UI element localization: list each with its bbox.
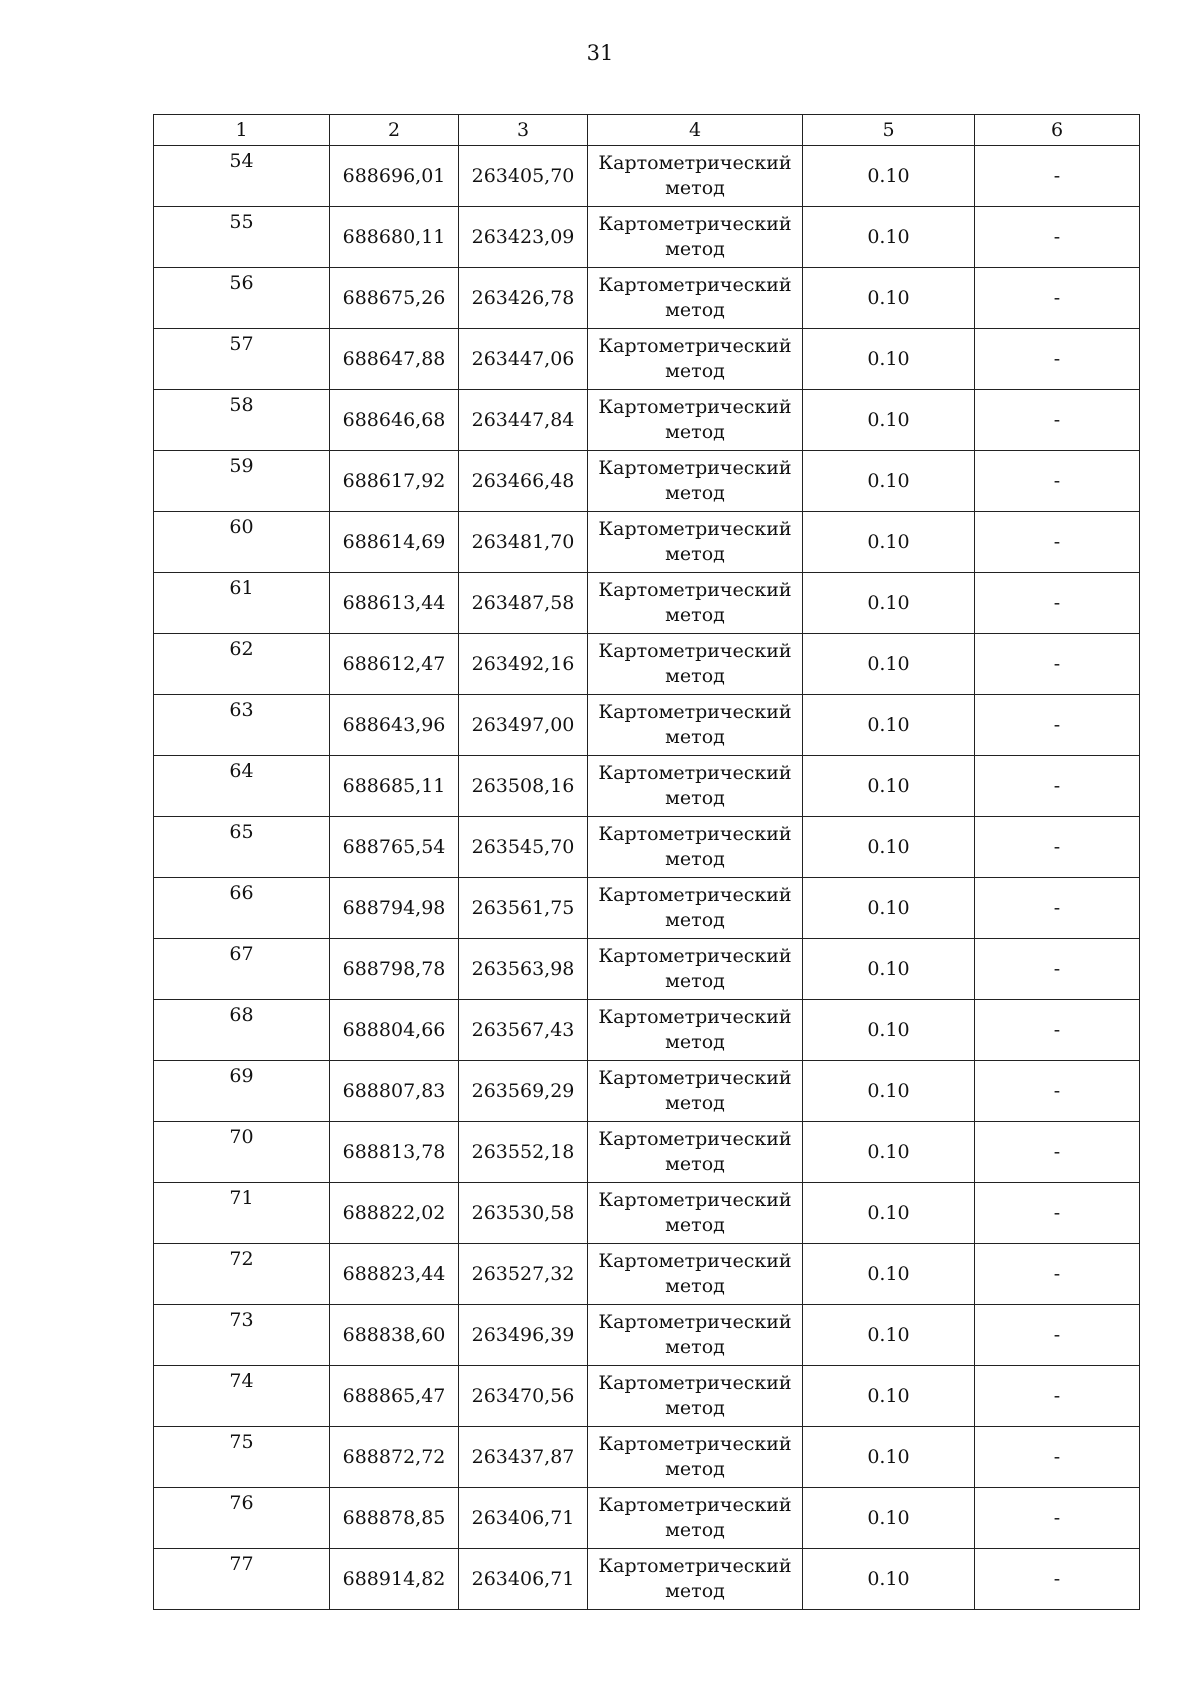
y-coordinate-cell: 263481,70 [459, 512, 588, 573]
coordinates-table [153, 114, 1140, 1610]
table-row [154, 939, 1140, 1000]
point-number-cell: 58 [154, 390, 330, 451]
accuracy-cell: 0.10 [803, 1427, 975, 1488]
x-coordinate-cell: 688813,78 [330, 1122, 459, 1183]
point-number-cell: 64 [154, 756, 330, 817]
method-cell [588, 878, 803, 939]
method-cell [588, 695, 803, 756]
point-number-cell: 60 [154, 512, 330, 573]
x-coordinate-cell: 688878,85 [330, 1488, 459, 1549]
x-coordinate-cell: 688696,01 [330, 146, 459, 207]
y-coordinate-cell: 263492,16 [459, 634, 588, 695]
note-cell: - [975, 756, 1140, 817]
x-coordinate-cell: 688617,92 [330, 451, 459, 512]
y-coordinate-cell: 263405,70 [459, 146, 588, 207]
table-body [154, 146, 1140, 1610]
y-coordinate-cell: 263545,70 [459, 817, 588, 878]
method-cell [588, 451, 803, 512]
table-row [154, 1061, 1140, 1122]
header-row [154, 115, 1140, 146]
y-coordinate-cell: 263569,29 [459, 1061, 588, 1122]
method-cell [588, 512, 803, 573]
method-text-line: Картометрический [598, 1250, 792, 1272]
method-text-line: Картометрический [598, 1433, 792, 1455]
note-cell: - [975, 817, 1140, 878]
method-text-line: Картометрический [598, 640, 792, 662]
header-cell: 4 [588, 115, 803, 146]
method-text-line: метод [665, 1336, 725, 1358]
y-coordinate-cell: 263447,84 [459, 390, 588, 451]
method-text-line: метод [665, 360, 725, 382]
y-coordinate-cell: 263423,09 [459, 207, 588, 268]
accuracy-cell: 0.10 [803, 1244, 975, 1305]
method-cell [588, 573, 803, 634]
method-text-line: метод [665, 1397, 725, 1419]
method-text-line: метод [665, 787, 725, 809]
method-text-line: Картометрический [598, 1128, 792, 1150]
method-text-line: метод [665, 177, 725, 199]
method-text-line: Картометрический [598, 335, 792, 357]
method-text-line: Картометрический [598, 274, 792, 296]
point-number-cell: 69 [154, 1061, 330, 1122]
point-number-cell: 76 [154, 1488, 330, 1549]
y-coordinate-cell: 263406,71 [459, 1549, 588, 1610]
method-text-line: Картометрический [598, 152, 792, 174]
x-coordinate-cell: 688613,44 [330, 573, 459, 634]
accuracy-cell: 0.10 [803, 207, 975, 268]
table-row [154, 451, 1140, 512]
accuracy-cell: 0.10 [803, 1061, 975, 1122]
method-text-line: метод [665, 726, 725, 748]
table-row [154, 329, 1140, 390]
accuracy-cell: 0.10 [803, 268, 975, 329]
y-coordinate-cell: 263437,87 [459, 1427, 588, 1488]
accuracy-cell: 0.10 [803, 1549, 975, 1610]
method-cell [588, 207, 803, 268]
table-row [154, 817, 1140, 878]
x-coordinate-cell: 688765,54 [330, 817, 459, 878]
header-cell: 2 [330, 115, 459, 146]
note-cell: - [975, 1366, 1140, 1427]
note-cell: - [975, 329, 1140, 390]
method-text-line: метод [665, 543, 725, 565]
method-cell [588, 939, 803, 1000]
table-row [154, 146, 1140, 207]
note-cell: - [975, 390, 1140, 451]
method-text-line: Картометрический [598, 1006, 792, 1028]
note-cell: - [975, 939, 1140, 1000]
x-coordinate-cell: 688647,88 [330, 329, 459, 390]
accuracy-cell: 0.10 [803, 451, 975, 512]
method-cell [588, 1183, 803, 1244]
accuracy-cell: 0.10 [803, 1000, 975, 1061]
method-cell [588, 817, 803, 878]
table-row [154, 1488, 1140, 1549]
header-cell: 3 [459, 115, 588, 146]
y-coordinate-cell: 263567,43 [459, 1000, 588, 1061]
table-row [154, 573, 1140, 634]
note-cell: - [975, 512, 1140, 573]
method-cell [588, 268, 803, 329]
x-coordinate-cell: 688794,98 [330, 878, 459, 939]
accuracy-cell: 0.10 [803, 390, 975, 451]
method-text-line: метод [665, 1214, 725, 1236]
y-coordinate-cell: 263563,98 [459, 939, 588, 1000]
y-coordinate-cell: 263552,18 [459, 1122, 588, 1183]
accuracy-cell: 0.10 [803, 329, 975, 390]
table-row [154, 1183, 1140, 1244]
x-coordinate-cell: 688643,96 [330, 695, 459, 756]
y-coordinate-cell: 263447,06 [459, 329, 588, 390]
method-text-line: Картометрический [598, 823, 792, 845]
header-cell: 5 [803, 115, 975, 146]
accuracy-cell: 0.10 [803, 512, 975, 573]
method-cell [588, 1244, 803, 1305]
point-number-cell: 75 [154, 1427, 330, 1488]
note-cell: - [975, 1549, 1140, 1610]
point-number-cell: 74 [154, 1366, 330, 1427]
table-row [154, 390, 1140, 451]
note-cell: - [975, 1244, 1140, 1305]
point-number-cell: 65 [154, 817, 330, 878]
accuracy-cell: 0.10 [803, 146, 975, 207]
method-cell [588, 1549, 803, 1610]
point-number-cell: 54 [154, 146, 330, 207]
point-number-cell: 73 [154, 1305, 330, 1366]
method-text-line: метод [665, 665, 725, 687]
x-coordinate-cell: 688823,44 [330, 1244, 459, 1305]
table-row [154, 1549, 1140, 1610]
table-header [154, 115, 1140, 146]
method-text-line: метод [665, 1031, 725, 1053]
method-text-line: метод [665, 299, 725, 321]
method-text-line: Картометрический [598, 579, 792, 601]
x-coordinate-cell: 688822,02 [330, 1183, 459, 1244]
accuracy-cell: 0.10 [803, 695, 975, 756]
accuracy-cell: 0.10 [803, 939, 975, 1000]
method-cell [588, 1305, 803, 1366]
note-cell: - [975, 1305, 1140, 1366]
accuracy-cell: 0.10 [803, 573, 975, 634]
method-text-line: метод [665, 1458, 725, 1480]
method-text-line: Картометрический [598, 1311, 792, 1333]
table-row [154, 1366, 1140, 1427]
y-coordinate-cell: 263527,32 [459, 1244, 588, 1305]
method-text-line: Картометрический [598, 396, 792, 418]
point-number-cell: 61 [154, 573, 330, 634]
x-coordinate-cell: 688914,82 [330, 1549, 459, 1610]
y-coordinate-cell: 263406,71 [459, 1488, 588, 1549]
table-row [154, 878, 1140, 939]
accuracy-cell: 0.10 [803, 878, 975, 939]
method-cell [588, 1122, 803, 1183]
x-coordinate-cell: 688646,68 [330, 390, 459, 451]
point-number-cell: 67 [154, 939, 330, 1000]
accuracy-cell: 0.10 [803, 1122, 975, 1183]
accuracy-cell: 0.10 [803, 1366, 975, 1427]
table-row [154, 1122, 1140, 1183]
point-number-cell: 63 [154, 695, 330, 756]
table-row [154, 207, 1140, 268]
point-number-cell: 71 [154, 1183, 330, 1244]
method-cell [588, 1061, 803, 1122]
table-row [154, 512, 1140, 573]
accuracy-cell: 0.10 [803, 1488, 975, 1549]
point-number-cell: 77 [154, 1549, 330, 1610]
point-number-cell: 55 [154, 207, 330, 268]
method-cell [588, 146, 803, 207]
method-text-line: метод [665, 238, 725, 260]
note-cell: - [975, 878, 1140, 939]
method-cell [588, 634, 803, 695]
x-coordinate-cell: 688807,83 [330, 1061, 459, 1122]
table-row [154, 1000, 1140, 1061]
point-number-cell: 66 [154, 878, 330, 939]
method-cell [588, 1488, 803, 1549]
method-cell [588, 329, 803, 390]
method-text-line: Картометрический [598, 945, 792, 967]
note-cell: - [975, 207, 1140, 268]
y-coordinate-cell: 263508,16 [459, 756, 588, 817]
note-cell: - [975, 634, 1140, 695]
y-coordinate-cell: 263497,00 [459, 695, 588, 756]
note-cell: - [975, 1061, 1140, 1122]
y-coordinate-cell: 263470,56 [459, 1366, 588, 1427]
x-coordinate-cell: 688680,11 [330, 207, 459, 268]
point-number-cell: 68 [154, 1000, 330, 1061]
method-text-line: Картометрический [598, 884, 792, 906]
method-text-line: Картометрический [598, 1494, 792, 1516]
method-text-line: метод [665, 1580, 725, 1602]
y-coordinate-cell: 263496,39 [459, 1305, 588, 1366]
point-number-cell: 57 [154, 329, 330, 390]
header-cell: 6 [975, 115, 1140, 146]
x-coordinate-cell: 688685,11 [330, 756, 459, 817]
method-cell [588, 756, 803, 817]
note-cell: - [975, 1427, 1140, 1488]
accuracy-cell: 0.10 [803, 1183, 975, 1244]
point-number-cell: 56 [154, 268, 330, 329]
note-cell: - [975, 573, 1140, 634]
note-cell: - [975, 695, 1140, 756]
method-cell [588, 390, 803, 451]
method-text-line: метод [665, 1092, 725, 1114]
method-text-line: метод [665, 421, 725, 443]
y-coordinate-cell: 263561,75 [459, 878, 588, 939]
method-text-line: Картометрический [598, 1067, 792, 1089]
x-coordinate-cell: 688804,66 [330, 1000, 459, 1061]
method-text-line: Картометрический [598, 701, 792, 723]
table-row [154, 1244, 1140, 1305]
method-text-line: метод [665, 604, 725, 626]
point-number-cell: 72 [154, 1244, 330, 1305]
method-text-line: Картометрический [598, 457, 792, 479]
note-cell: - [975, 1000, 1140, 1061]
y-coordinate-cell: 263426,78 [459, 268, 588, 329]
method-text-line: метод [665, 1153, 725, 1175]
y-coordinate-cell: 263530,58 [459, 1183, 588, 1244]
page-number: 31 [586, 41, 614, 65]
table-row [154, 634, 1140, 695]
method-text-line: Картометрический [598, 213, 792, 235]
accuracy-cell: 0.10 [803, 1305, 975, 1366]
x-coordinate-cell: 688798,78 [330, 939, 459, 1000]
x-coordinate-cell: 688838,60 [330, 1305, 459, 1366]
table-row [154, 1305, 1140, 1366]
method-text-line: Картометрический [598, 1372, 792, 1394]
accuracy-cell: 0.10 [803, 756, 975, 817]
method-text-line: метод [665, 848, 725, 870]
note-cell: - [975, 268, 1140, 329]
note-cell: - [975, 146, 1140, 207]
note-cell: - [975, 1183, 1140, 1244]
y-coordinate-cell: 263487,58 [459, 573, 588, 634]
method-text-line: Картометрический [598, 1555, 792, 1577]
x-coordinate-cell: 688675,26 [330, 268, 459, 329]
table-row [154, 756, 1140, 817]
x-coordinate-cell: 688614,69 [330, 512, 459, 573]
note-cell: - [975, 451, 1140, 512]
x-coordinate-cell: 688865,47 [330, 1366, 459, 1427]
method-cell [588, 1000, 803, 1061]
method-text-line: Картометрический [598, 762, 792, 784]
table-row [154, 1427, 1140, 1488]
method-text-line: метод [665, 909, 725, 931]
x-coordinate-cell: 688612,47 [330, 634, 459, 695]
method-text-line: Картометрический [598, 518, 792, 540]
y-coordinate-cell: 263466,48 [459, 451, 588, 512]
point-number-cell: 70 [154, 1122, 330, 1183]
method-text-line: метод [665, 1275, 725, 1297]
method-cell [588, 1366, 803, 1427]
accuracy-cell: 0.10 [803, 634, 975, 695]
note-cell: - [975, 1122, 1140, 1183]
point-number-cell: 59 [154, 451, 330, 512]
method-cell [588, 1427, 803, 1488]
note-cell: - [975, 1488, 1140, 1549]
method-text-line: метод [665, 970, 725, 992]
header-cell: 1 [154, 115, 330, 146]
table-row [154, 695, 1140, 756]
method-text-line: метод [665, 482, 725, 504]
table-row [154, 268, 1140, 329]
point-number-cell: 62 [154, 634, 330, 695]
x-coordinate-cell: 688872,72 [330, 1427, 459, 1488]
method-text-line: Картометрический [598, 1189, 792, 1211]
accuracy-cell: 0.10 [803, 817, 975, 878]
method-text-line: метод [665, 1519, 725, 1541]
